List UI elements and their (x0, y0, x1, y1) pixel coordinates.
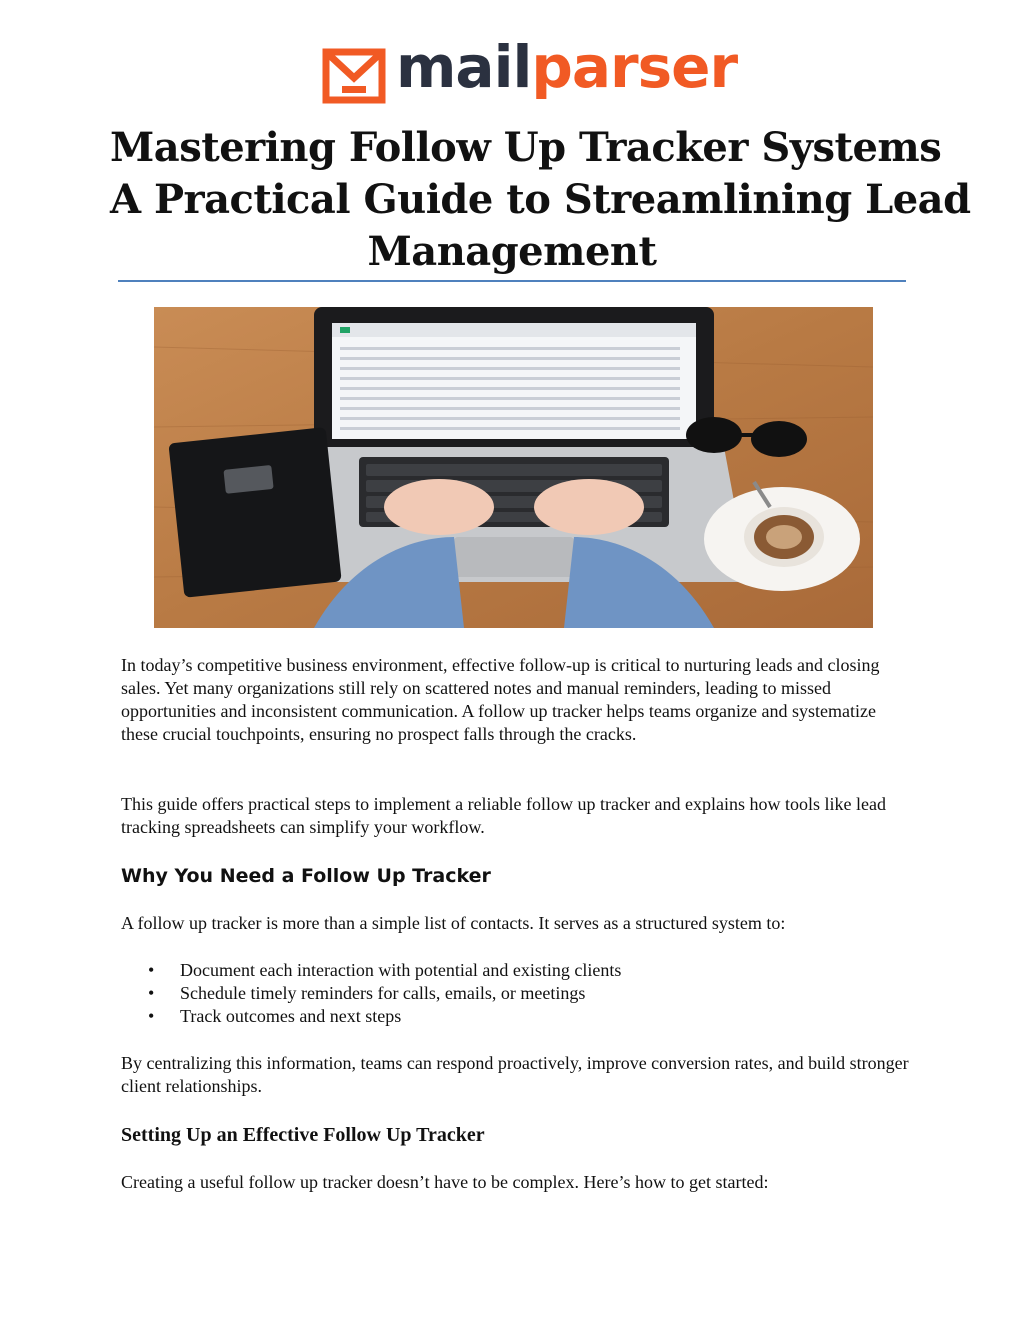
logo-text-mail: mail (396, 33, 532, 101)
bullet-icon: • (148, 960, 155, 980)
list-item (121, 959, 621, 982)
list-item (121, 982, 621, 1005)
list-item-text: Track outcomes and next steps (180, 1006, 402, 1026)
title-line-2: A Practical Guide to Streamlining Lead (110, 176, 971, 223)
benefits-list (121, 959, 621, 1028)
intro-paragraph-1: In today’s competitive business environment, effective follow-up is critical to nurturing leads and closing sales. Yet many organizations still rely on scattered notes and manual reminders, leading to missed opportunities and inconsistent communication. A follow up tracker helps teams organize and systematize these crucial touchpoints, ensuring no prospect falls through the cracks. (121, 655, 880, 744)
section-heading-setup: Setting Up an Effective Follow Up Tracker (121, 1124, 485, 1146)
title-underline (118, 280, 906, 282)
laptop-desk-illustration (154, 307, 873, 628)
envelope-icon (322, 48, 386, 104)
list-item (121, 1005, 621, 1028)
logo-text-parser: parser (531, 33, 738, 101)
list-item-text: Schedule timely reminders for calls, emails, or meetings (180, 983, 586, 1003)
bullet-icon: • (148, 1006, 155, 1026)
mailparser-logo (322, 33, 742, 122)
section2-intro: Creating a useful follow up tracker doesn’t have to be complex. Here’s how to get started: (121, 1172, 769, 1192)
bullet-icon: • (148, 983, 155, 1003)
logo-wordmark (396, 32, 737, 102)
section-heading-why: Why You Need a Follow Up Tracker (121, 865, 491, 887)
document-title (110, 122, 971, 278)
list-item-text: Document each interaction with potential and existing clients (180, 960, 622, 980)
section1-closing: By centralizing this information, teams can respond proactively, improve conversion rates, and build stronger client relationships. (121, 1053, 909, 1096)
title-line-3: Management (367, 228, 657, 275)
section1-intro: A follow up tracker is more than a simple list of contacts. It serves as a structured system to: (121, 913, 786, 933)
intro-paragraph-2: This guide offers practical steps to implement a reliable follow up tracker and explains how tools like lead tracking spreadsheets can simplify your workflow. (121, 794, 886, 837)
hero-image (154, 307, 873, 628)
title-line-1: Mastering Follow Up Tracker Systems (110, 124, 942, 171)
